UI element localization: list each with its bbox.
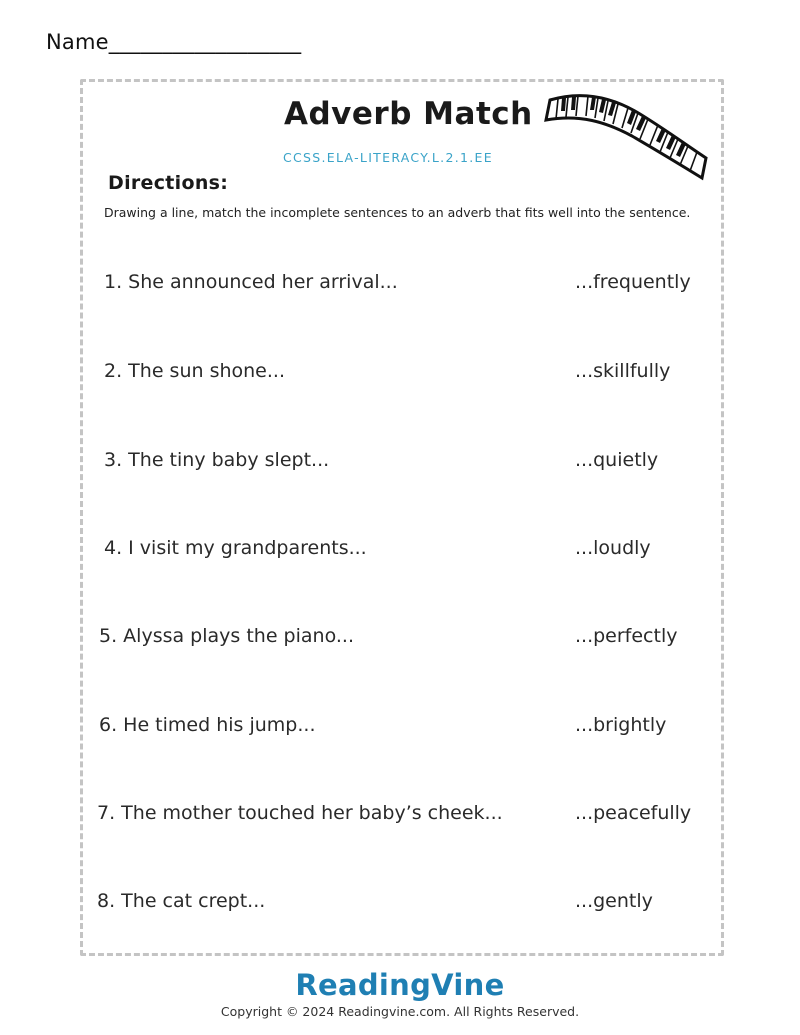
worksheet-title: Adverb Match bbox=[284, 96, 533, 132]
sentence-7: 7. The mother touched her baby’s cheek... bbox=[97, 802, 503, 824]
piano-keyboard-icon bbox=[544, 92, 712, 184]
adverb-7: ...peacefully bbox=[575, 802, 692, 824]
adverb-5: ...perfectly bbox=[575, 625, 678, 647]
sentence-2: 2. The sun shone... bbox=[104, 360, 285, 382]
copyright-notice: Copyright © 2024 Readingvine.com. All Rights Reserved. bbox=[220, 1004, 580, 1019]
name-field: Name__________________ bbox=[46, 30, 302, 54]
sentence-4: 4. I visit my grandparents... bbox=[104, 537, 367, 559]
sentence-8: 8. The cat crept... bbox=[97, 890, 266, 912]
adverb-2: ...skillfully bbox=[575, 360, 671, 382]
adverb-3: ...quietly bbox=[575, 449, 659, 471]
sentence-1: 1. She announced her arrival... bbox=[104, 271, 398, 293]
standard-code: CCSS.ELA-LITERACY.L.2.1.EE bbox=[283, 150, 493, 165]
adverb-1: ...frequently bbox=[575, 271, 691, 293]
sentence-6: 6. He timed his jump... bbox=[99, 714, 316, 736]
sentence-5: 5. Alyssa plays the piano... bbox=[99, 625, 354, 647]
adverb-8: ...gently bbox=[575, 890, 653, 912]
adverb-4: ...loudly bbox=[575, 537, 651, 559]
directions-heading: Directions: bbox=[108, 172, 229, 194]
brand-logo: ReadingVine bbox=[295, 968, 505, 1002]
directions-text: Drawing a line, match the incomplete sentences to an adverb that fits well into the sentence. bbox=[104, 205, 691, 220]
adverb-6: ...brightly bbox=[575, 714, 667, 736]
sentence-3: 3. The tiny baby slept... bbox=[104, 449, 330, 471]
